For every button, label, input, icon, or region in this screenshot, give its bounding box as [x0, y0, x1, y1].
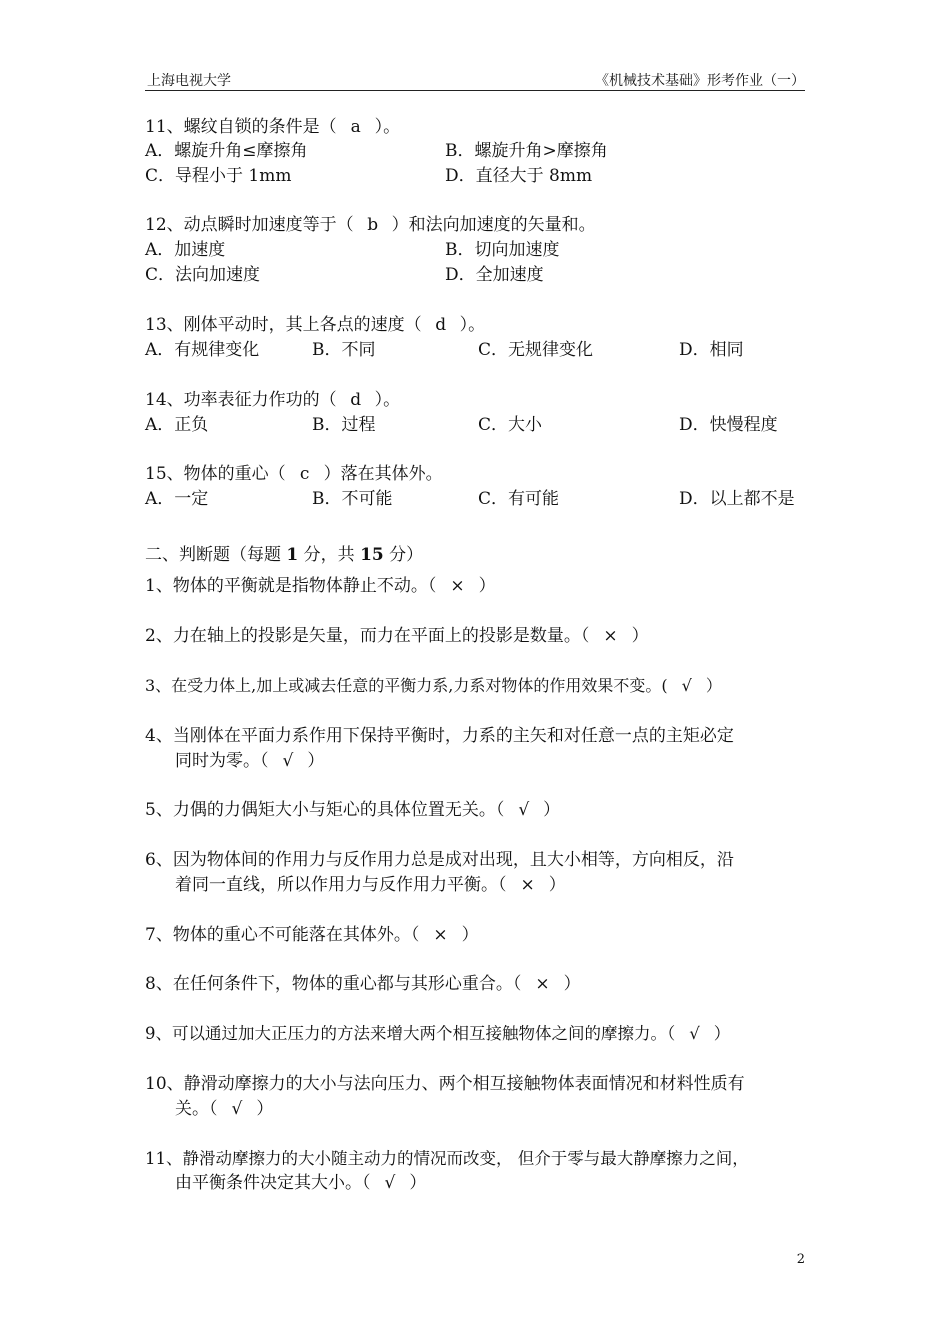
options-row [145, 264, 810, 286]
judge-mark: √ [689, 1024, 700, 1043]
option: D．以上都不是 [679, 489, 795, 509]
option: A．有规律变化 [145, 340, 260, 360]
answer-letter: c [299, 464, 310, 484]
options-row [145, 165, 810, 187]
judge-mark: × [520, 875, 535, 895]
option: B．螺旋升角>摩擦角 [445, 141, 608, 161]
judge-item: 4、当刚体在平面力系作用下保持平衡时，力系的主矢和对任意一点的主矩必定 [145, 726, 734, 746]
judge-item: 9、可以通过加大正压力的方法来增大两个相互接触物体之间的摩擦力。（ √ ） [145, 1024, 731, 1043]
option: D．直径大于 8mm [445, 166, 593, 186]
judge-item: 10、静滑动摩擦力的大小与法向压力、两个相互接触物体表面情况和材料性质有 [145, 1074, 745, 1094]
judge-mark: × [433, 925, 448, 945]
judge-item: 1、物体的平衡就是指物体静止不动。（ × ） [145, 576, 496, 596]
judge-mark: √ [384, 1173, 396, 1193]
option: B．不可能 [312, 489, 393, 509]
question-stem: 12、动点瞬时加速度等于（ b ）和法向加速度的矢量和。 [145, 215, 596, 235]
page-number: 2 [796, 1252, 805, 1267]
judge-item: 6、因为物体间的作用力与反作用力总是成对出现，且大小相等，方向相反，沿 [145, 850, 734, 870]
header-course-title: 《机械技术基础》形考作业（一） [595, 73, 805, 89]
judge-mark: √ [681, 676, 692, 695]
judge-item: 5、力偶的力偶矩大小与矩心的具体位置无关。（ √ ） [145, 800, 561, 820]
option: B．不同 [312, 340, 376, 360]
page-header [145, 70, 805, 91]
judge-item-continuation: 着同一直线，所以作用力与反作用力平衡。（ × ） [175, 875, 566, 895]
header-school: 上海电视大学 [147, 73, 231, 89]
question-stem: 14、功率表征力作功的（ d ）。 [145, 390, 401, 410]
option: C．法向加速度 [145, 265, 261, 285]
options-row [145, 239, 810, 261]
option: B．切向加速度 [445, 240, 560, 260]
options-row [145, 339, 810, 361]
option: D．快慢程度 [679, 415, 778, 435]
option: C．无规律变化 [478, 340, 594, 360]
judge-item-continuation: 关。（ √ ） [175, 1099, 274, 1119]
judge-mark: × [450, 576, 465, 596]
answer-letter: a [350, 117, 361, 137]
judge-item: 8、在任何条件下，物体的重心都与其形心重合。（ × ） [145, 974, 581, 994]
judge-item: 3、在受力体上,加上或减去任意的平衡力系,力系对物体的作用效果不变。( √ ） [145, 676, 722, 695]
answer-letter: d [350, 390, 362, 410]
judge-item: 11、静滑动摩擦力的大小随主动力的情况而改变， 但介于零与最大静摩擦力之间， [145, 1149, 749, 1168]
judge-item: 2、力在轴上的投影是矢量，而力在平面上的投影是数量。（ × ） [145, 626, 649, 646]
options-row [145, 414, 810, 436]
judge-item-continuation: 由平衡条件决定其大小。（ √ ） [175, 1173, 427, 1193]
answer-letter: b [367, 215, 379, 235]
question-stem: 13、刚体平动时，其上各点的速度（ d ）。 [145, 315, 486, 335]
option: A．一定 [145, 489, 209, 509]
answer-letter: d [435, 315, 447, 335]
option: C．有可能 [478, 489, 560, 509]
judge-item: 7、物体的重心不可能落在其体外。（ × ） [145, 925, 479, 945]
section-heading: 二、判断题（每题 1 分，共 15 分） [145, 545, 424, 565]
question-stem: 11、螺纹自锁的条件是（ a ）。 [145, 117, 401, 137]
question-stem: 15、物体的重心（ c ）落在其体外。 [145, 464, 443, 484]
option: D．相同 [679, 340, 744, 360]
judge-mark: × [603, 626, 618, 646]
judge-mark: √ [518, 800, 530, 820]
options-row [145, 140, 810, 162]
option: A．加速度 [145, 240, 226, 260]
option: A．螺旋升角≤摩擦角 [145, 141, 308, 161]
judge-mark: √ [231, 1099, 243, 1119]
judge-mark: × [535, 974, 550, 994]
option: B．过程 [312, 415, 376, 435]
option: C．大小 [478, 415, 543, 435]
option: C．导程小于 1mm [145, 166, 292, 186]
options-row [145, 488, 810, 510]
option: A．正负 [145, 415, 209, 435]
judge-item-continuation: 同时为零。（ √ ） [175, 751, 325, 771]
judge-mark: √ [282, 751, 294, 771]
option: D．全加速度 [445, 265, 544, 285]
